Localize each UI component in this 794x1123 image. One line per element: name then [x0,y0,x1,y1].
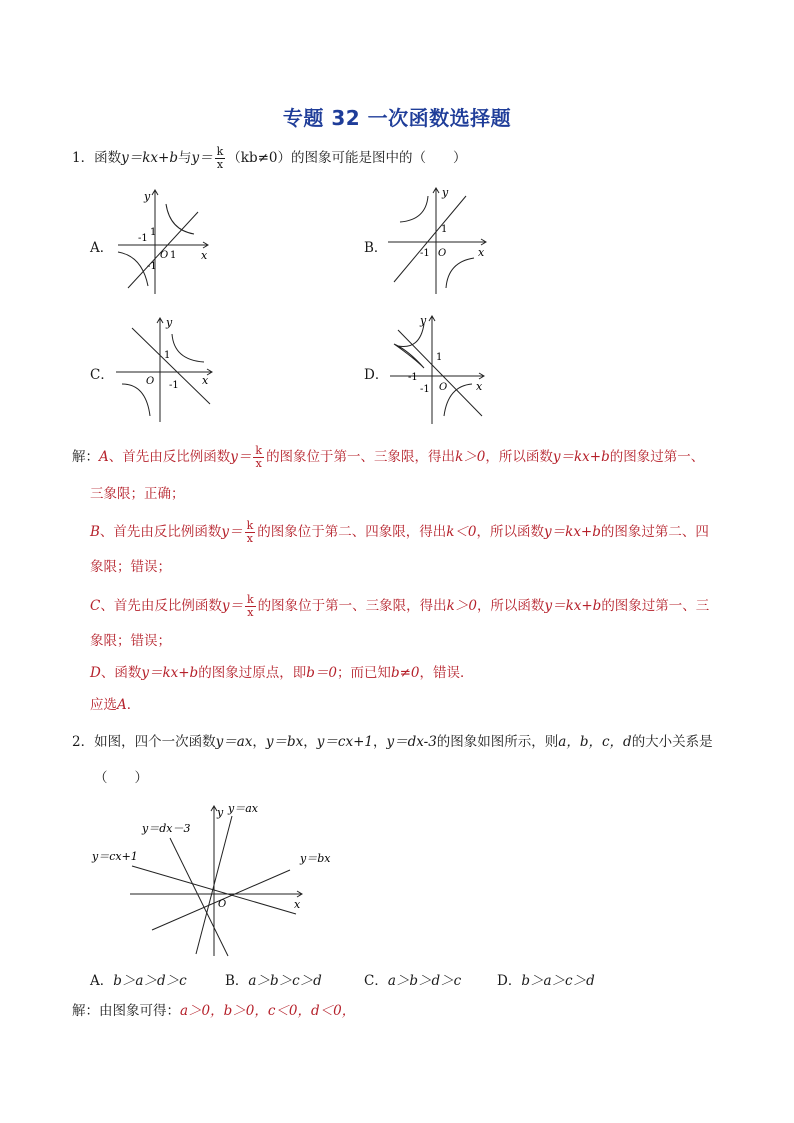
tick-neg1-x: -1 [408,372,418,383]
y-label: y [420,314,427,327]
line-graph [132,328,210,404]
graph-option-c [112,312,222,426]
option-a-label: A． [90,240,114,256]
y-label: y [217,806,224,819]
page-title: 专题 32 一次函数选择题 [282,106,512,130]
origin-label: O [439,382,448,393]
line-graph [394,196,466,282]
q2-option-d: D．b＞a＞c＞d [497,973,595,989]
x-label: x [202,374,209,387]
solution-1-option-c: C、首先由反比例函数y＝ $\frac{k}{x}$ 的图象位于第一、三象限，得出k＞0，所以函数y＝kx+b的图象过第一、三 [90,593,710,619]
tick-1-y: 1 [436,352,443,363]
label-y-ax: y＝ax [228,802,258,815]
y-label: y [166,316,173,329]
graph-option-a [110,186,214,298]
hyperbola-branch-1 [394,344,424,368]
x-label: x [478,246,485,259]
x-label: x [201,249,208,262]
tick-1-x: 1 [170,250,177,261]
tick-neg1-y: -1 [147,261,157,272]
option-c-label: C． [90,367,114,383]
question-2-stem: 2．如图，四个一次函数y＝ax，y＝bx，y＝cx+1，y＝dx-3的图象如图所示，则a，b，c，d的大小关系是 [72,734,713,750]
solution-1-option-b-line2: 象限；错误； [90,559,171,575]
label-y-dx-3: y＝dx－3 [142,822,191,835]
graph-option-d [384,312,496,428]
graph-question-2 [90,798,340,958]
origin-label: O [160,250,169,261]
fraction-k-over-x: $\frac{k}{x}$ [246,519,254,545]
tick-neg1-x: -1 [420,248,430,259]
graph-option-b [382,182,494,298]
question-1-stem: 1．函数y＝kx+b与y＝ $\frac{k}{x}$ （kb≠0）的图象可能是图中的（ ） [72,145,467,171]
label-y-cx-1: y＝cx+1 [92,850,138,863]
tick-1-y: 1 [441,224,448,235]
label-y-bx: y＝bx [300,852,331,865]
hyperbola-branch-2 [118,252,148,286]
q2-option-a: A．b＞a＞d＞c [90,973,187,989]
question-number: 1． [72,150,95,166]
q2-option-b: B．a＞b＞c＞d [225,973,322,989]
solution-1-option-a-line2: 三象限；正确； [90,486,185,502]
hyperbola-branch-2 [446,258,474,288]
y-label: y [144,190,151,203]
solution-1-option-a: 解：A、首先由反比例函数y＝ $\frac{k}{x}$ 的图象位于第一、三象限，得出k＞0，所以函数y＝kx+b的图象过第一、 [72,444,705,470]
tick-neg1-y: -1 [420,384,430,395]
fraction-k-over-x: $\frac{k}{x}$ [255,444,263,470]
hyperbola-branch-1 [400,196,428,222]
solution-1-answer: 应选A． [90,697,141,713]
solution-1-option-d: D、函数y＝kx+b的图象过原点，即b＝0；而已知b≠0，错误． [90,665,474,681]
origin-label: O [438,248,447,259]
x-label: x [476,380,483,393]
origin-label: O [146,376,155,387]
solution-2: 解：由图象可得：a＞0，b＞0，c＜0，d＜0， [72,1003,356,1019]
hyperbola-branch-1 [166,204,194,234]
tick-1-y: 1 [164,350,171,361]
option-d-label: D． [364,367,389,383]
tick-neg1-y: -1 [169,380,179,391]
hyperbola-branch-3 [444,384,472,416]
solution-1-option-b: B、首先由反比例函数y＝ $\frac{k}{x}$ 的图象位于第二、四象限，得出k＜0，所以函数y＝kx+b的图象过第二、四 [90,519,709,545]
origin-label: O [218,899,227,910]
line-y-dx-3 [170,838,228,956]
solution-1-option-c-line2: 象限；错误； [90,633,171,649]
question-2-answer-paren: （ ） [94,770,148,786]
hyperbola-branch-2 [122,384,150,416]
fraction-k-over-x: $\frac{k}{x}$ [216,145,224,171]
tick-neg1-x: -1 [138,233,148,244]
y-label: y [442,186,449,199]
x-label: x [294,898,301,911]
q2-option-c: C．a＞b＞d＞c [364,973,462,989]
tick-1-y: 1 [150,227,157,238]
question-number: 2． [72,734,95,750]
hyperbola-branch-1 [172,334,204,362]
fraction-k-over-x: $\frac{k}{x}$ [246,593,254,619]
option-b-label: B． [364,240,388,256]
